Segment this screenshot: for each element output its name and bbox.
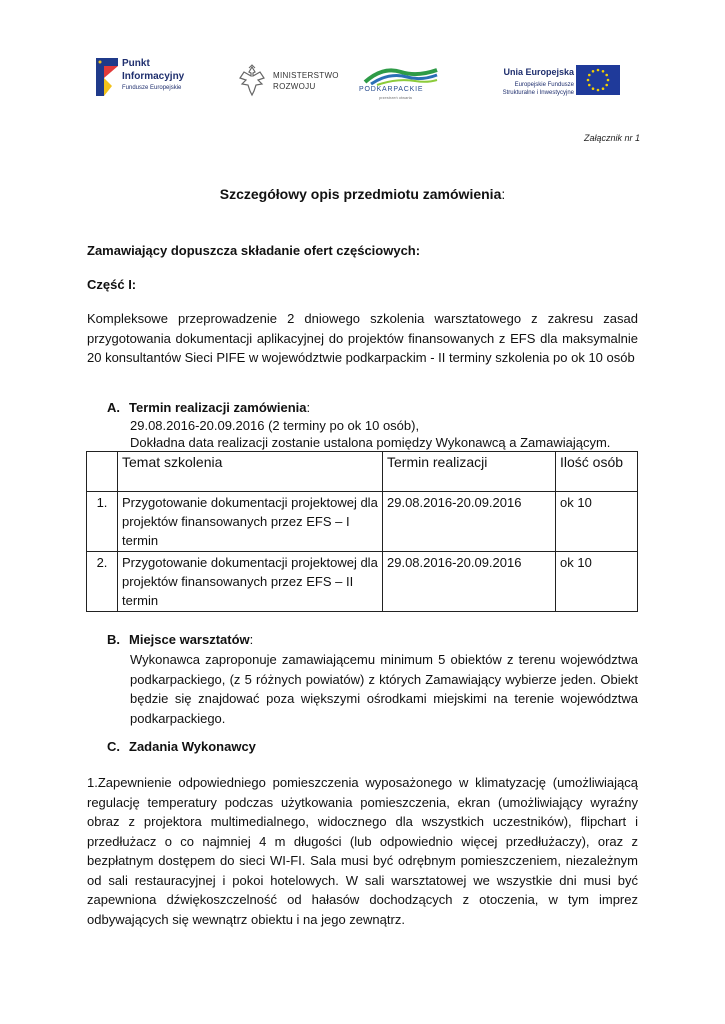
part-heading: Część I: bbox=[87, 277, 137, 292]
title-main: Szczegółowy opis przedmiotu zamówienia bbox=[219, 186, 502, 202]
pife-line1: Punkt bbox=[122, 58, 150, 69]
table-header-row bbox=[87, 452, 638, 492]
podkarpackie-name: PODKARPACKIE bbox=[359, 86, 424, 93]
section-c-heading bbox=[107, 737, 256, 756]
pife-line2: Informacyjny bbox=[122, 71, 185, 82]
table-cell: 1. bbox=[87, 492, 118, 552]
eu-logo bbox=[472, 52, 622, 106]
table-cell: Przygotowanie dokumentacji projektowej dla projektów finansowanych przez EFS – II termin bbox=[118, 552, 383, 612]
podkarpackie-tagline: przestrzeń otwarta bbox=[379, 95, 412, 100]
table-header-cell: Ilość osób bbox=[556, 452, 638, 492]
pife-line3: Fundusze Europejskie bbox=[122, 85, 182, 91]
section-a-colon: : bbox=[306, 400, 311, 415]
eu-flag-icon bbox=[576, 65, 620, 95]
podkarpackie-hills-icon bbox=[363, 62, 439, 86]
title-suffix: : bbox=[501, 186, 506, 202]
task-1-text: 1.Zapewnienie odpowiedniego pomieszczenia wyposażonego w klimatyzację (umożliwiającą regulację temperatury podczas użytkowania pomieszczenia, ekran (umożliwiający wyraźny obraz z projektora multimedialnego, widocznego dla wszystkich uczestników), flipchart i przedłużacz o co najmniej 4 m długości (lub odpowiednio więcej przedłużaczy), oraz z bezpłatnym dostępem do sieci WI-FI. Sala musi być odrębnym pomieszczeniem, niezależnym od sali restauracyjnej i pokoi hotelowych. W sali warsztatowej we wszystkie dni musi być zapewniona dźwiękoszczelność od hałasów dochodzących z otoczenia, w tym imprez odbywających się wewnątrz obiektu i na jego zewnątrz. bbox=[87, 775, 638, 927]
section-c-letter: C. bbox=[107, 739, 120, 754]
table-cell: 29.08.2016-20.09.2016 bbox=[383, 492, 556, 552]
eu-line1: Unia Europejska bbox=[503, 67, 574, 77]
table-header-cell: Temat szkolenia bbox=[118, 452, 383, 492]
ministry-logo bbox=[236, 52, 351, 106]
table-cell: 2. bbox=[87, 552, 118, 612]
page-title bbox=[0, 186, 725, 202]
table-cell: Przygotowanie dokumentacji projektowej dla projektów finansowanych przez EFS – I termin bbox=[118, 492, 383, 552]
eu-line2: Europejskie Fundusze bbox=[514, 82, 574, 88]
eagle-emblem-icon bbox=[236, 64, 268, 98]
section-b-letter: B. bbox=[107, 632, 120, 647]
intro-heading: Zamawiający dopuszcza składanie ofert częściowych: bbox=[87, 243, 421, 258]
section-a-line2: Dokładna data realizacji zostanie ustalona pomiędzy Wykonawcą a Zamawiającym. bbox=[130, 435, 611, 450]
table-header-cell: Termin realizacji bbox=[383, 452, 556, 492]
section-b-text: Wykonawca zaproponuje zamawiającemu minimum 5 obiektów z terenu województwa podkarpackiego, (z 5 różnych powiatów) z których Zamawiający wybierze jeden. Obiekt będzie się znajdować poza większymi ośrodkami miejskimi na terenie województwa podkarpackiego. bbox=[130, 652, 638, 726]
table-header-cell bbox=[87, 452, 118, 492]
section-a-label: Termin realizacji zamówienia bbox=[129, 400, 307, 415]
section-c-label: Zadania Wykonawcy bbox=[129, 739, 256, 754]
section-b-heading bbox=[107, 630, 253, 649]
pife-logo bbox=[92, 52, 212, 106]
part-description: Kompleksowe przeprowadzenie 2 dniowego szkolenia warsztatowego z zakresu zasad przygotowania dokumentacji aplikacyjnej do projektów finansowanych z EFS dla maksymalnie 20 konsultantów Sieci PIFE w województwie podkarpackim - II terminy szkolenia po ok 10 osób bbox=[87, 311, 638, 365]
schedule-table bbox=[86, 451, 638, 612]
eu-line3: Strukturalne i Inwestycyjne bbox=[502, 90, 574, 96]
table-row bbox=[87, 552, 638, 612]
section-a-letter: A. bbox=[107, 400, 120, 415]
section-b-colon: : bbox=[249, 632, 254, 647]
table-cell: ok 10 bbox=[556, 552, 638, 612]
ministry-line2: ROZWOJU bbox=[273, 82, 316, 91]
ministry-line1: MINISTERSTWO bbox=[273, 71, 339, 80]
table-row bbox=[87, 492, 638, 552]
table-cell: 29.08.2016-20.09.2016 bbox=[383, 552, 556, 612]
section-a-line1: 29.08.2016-20.09.2016 (2 terminy po ok 10 osób), bbox=[130, 418, 420, 433]
podkarpackie-logo bbox=[355, 52, 445, 106]
pife-flag-icon bbox=[92, 56, 120, 100]
section-a-heading bbox=[107, 398, 310, 417]
attachment-number: Załącznik nr 1 bbox=[583, 133, 640, 143]
table-cell: ok 10 bbox=[556, 492, 638, 552]
logo-bar bbox=[92, 52, 622, 106]
section-b-label: Miejsce warsztatów bbox=[129, 632, 250, 647]
